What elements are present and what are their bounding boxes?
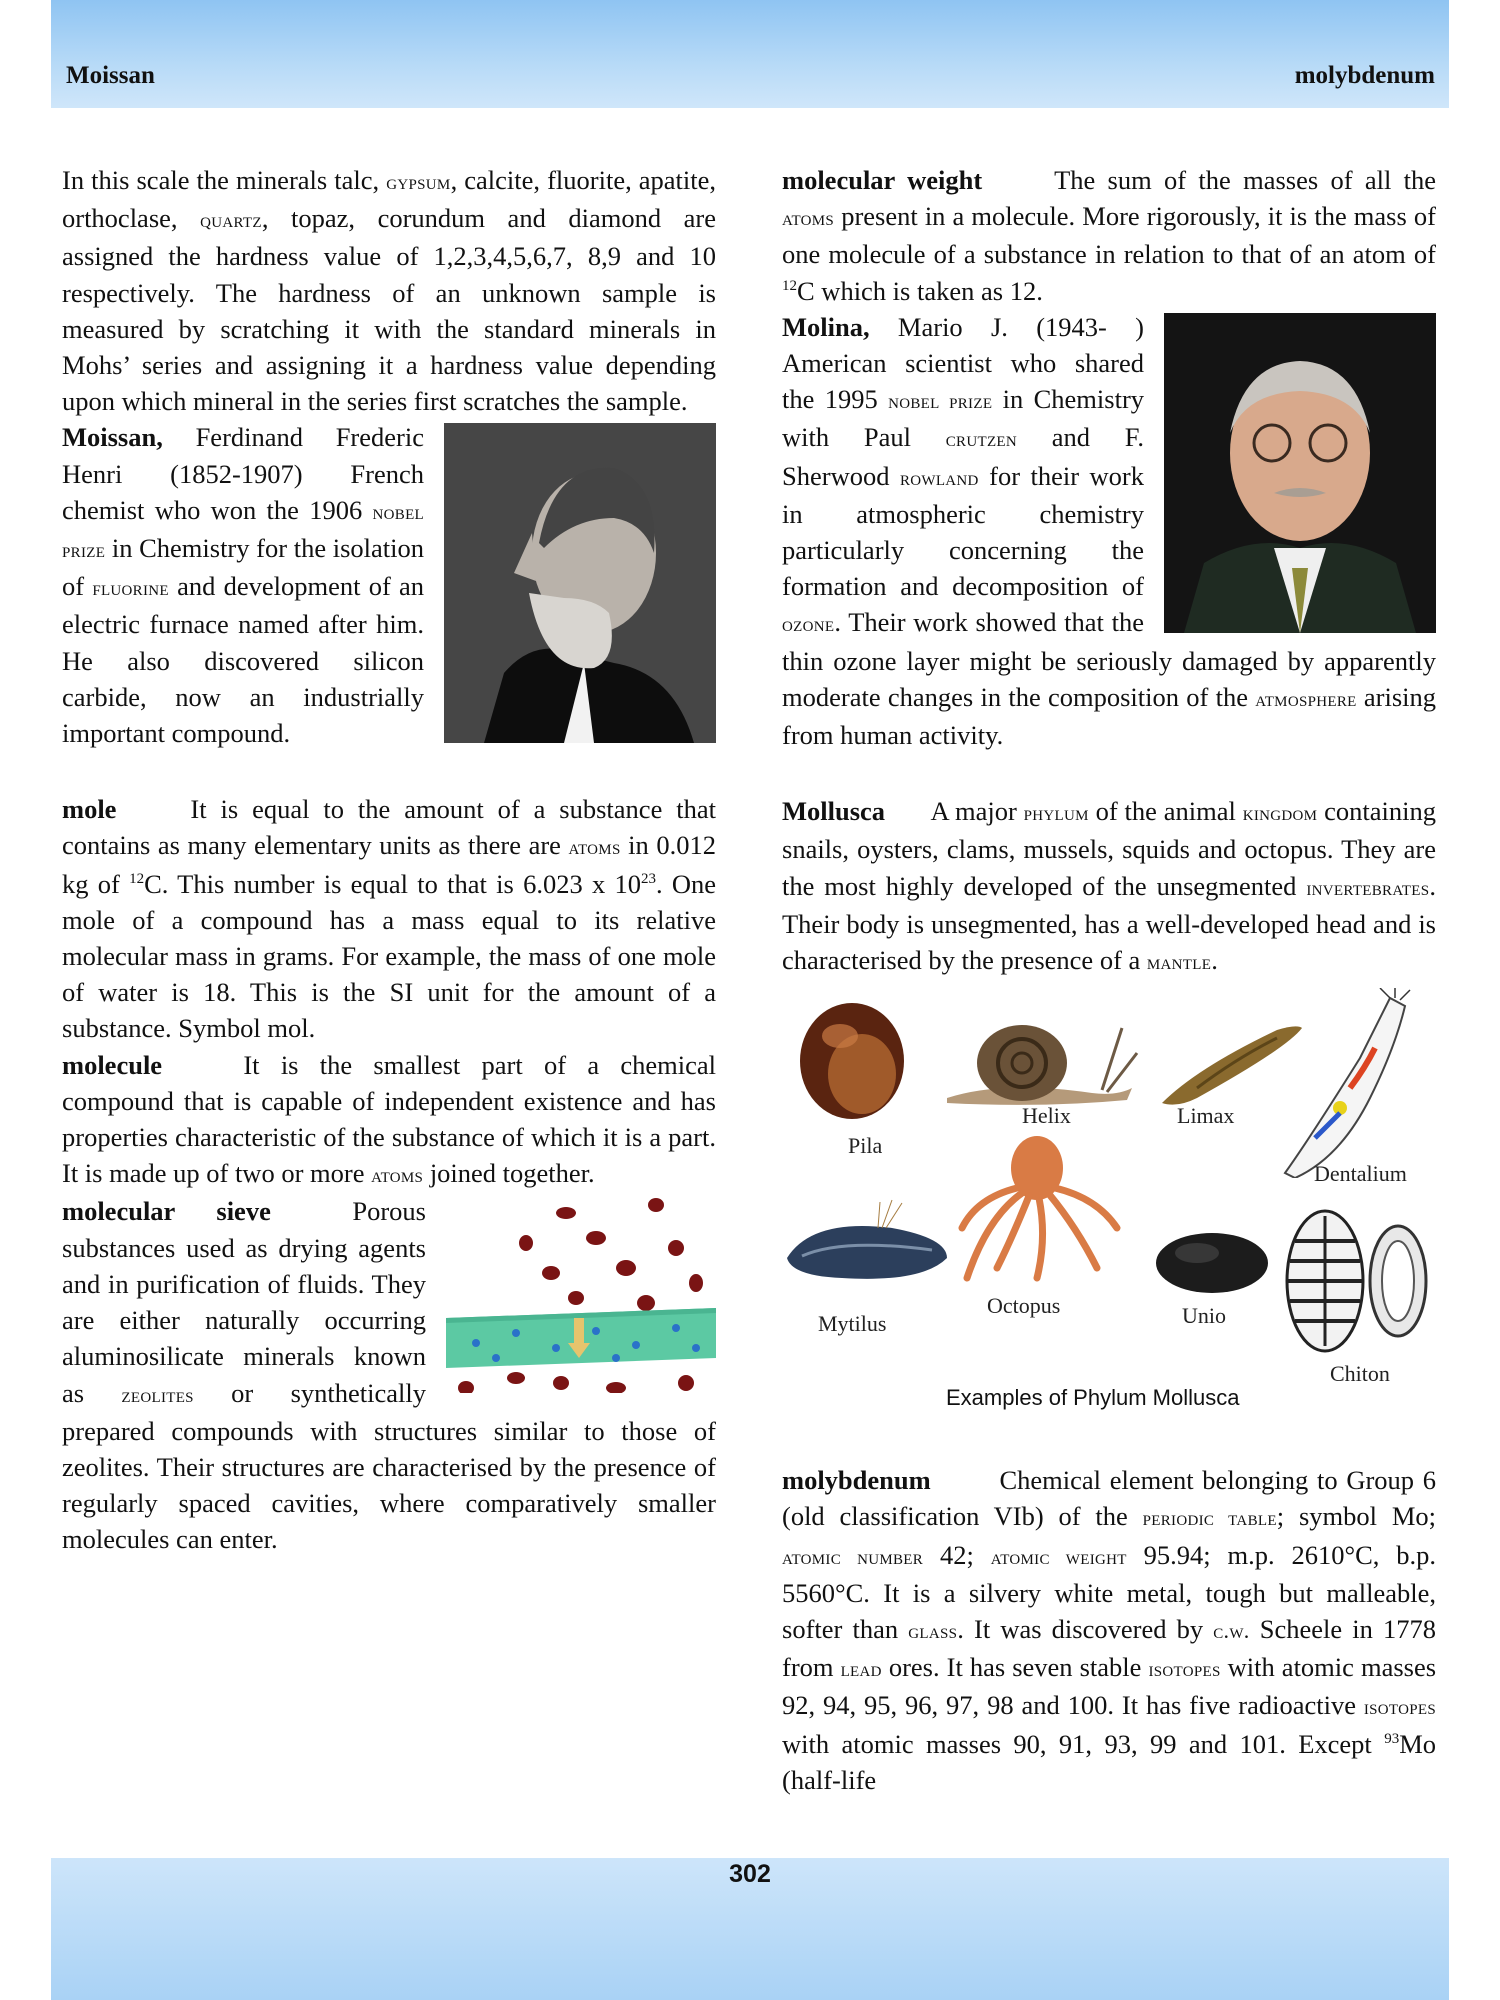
label-octopus: Octopus xyxy=(987,1293,1061,1319)
entry-molecule: molecule It is the smallest part of a chemical compound that is capable of independent existence and has properties characteristic of the substance of which it is a part. It is made up of two or more atoms joined together. xyxy=(62,1049,717,1189)
mollusca-figure xyxy=(782,988,1436,1428)
xref-glass[interactable]: glass xyxy=(908,1618,958,1644)
chiton-illustration xyxy=(1280,1206,1430,1356)
pila-illustration xyxy=(790,996,920,1126)
label-limax: Limax xyxy=(1177,1103,1235,1129)
label-unio: Unio xyxy=(1182,1303,1226,1329)
headword-moissan: Moissan, xyxy=(62,422,163,453)
entry-moissan: Moissan, Ferdinand Frederic Henri (1852-1907) French chemist who won the 1906 nobel prize in Chemistry for the isolation of fluorine and development of an electric furnace named after him. He also discovered silicon carbide, now an industrially important compound. xyxy=(62,419,716,751)
headword-mole: mole xyxy=(62,794,117,825)
entry-molecular-weight: molecular weight The sum of the masses of all the atoms present in a molecule. More rigorously, it is the mass of one molecule of a substance in relation to that of an atom of $^{12}$C which is taken as 12. xyxy=(782,165,1436,306)
xref-atomic-number[interactable]: atomic number xyxy=(782,1543,924,1569)
molecular-sieve-diagram xyxy=(446,1193,716,1393)
entry-molecular-sieve: molecular sieve Porous substances used as drying agents and in purification of fluids. They are either naturally occurring aluminosilicate minerals known as zeolites or synthetically prepared compounds with structures similar to those of zeolites. Their structures are characterised by the presence of regularly spaced cavities, where comparatively smaller molecules can enter. xyxy=(62,1193,716,1557)
figure-caption: Examples of Phylum Mollusca xyxy=(946,1385,1240,1411)
page-number: 302 xyxy=(729,1860,771,1888)
xref-nobel-prize[interactable]: nobel prize xyxy=(62,498,425,563)
xref-rowland[interactable]: rowland xyxy=(899,464,979,490)
entry-mollusca: Mollusca A major phylum of the animal kingdom containing snails, oysters, clams, mussels, squids and octopus. They are the most highly developed of the unsegmented invertebrates. Their body is unsegmented, has a well-developed head and is characterised by the presence of a mantle. Pila Helix Limax Dentalium Mytilus Octopus Unio Chiton Examples of Phylum Mollusca xyxy=(782,793,1436,1428)
xref-periodic-table[interactable]: periodic table xyxy=(1142,1505,1277,1531)
xref-cw-scheele[interactable]: c.w. xyxy=(1213,1618,1250,1644)
header-band xyxy=(51,0,1449,108)
page-margin xyxy=(0,0,51,2000)
right-column xyxy=(782,162,1436,1798)
xref-atmosphere[interactable]: atmosphere xyxy=(1255,685,1357,711)
xref-atoms[interactable]: atoms xyxy=(371,1162,424,1188)
entry-mohs-continuation: In this scale the minerals talc, gypsum, calcite, fluorite, apatite, orthoclase, quartz, topaz, corundum and diamond are assigned the hardness value of 1,2,3,4,5,6,7, 8,9 and 10 respectively. The hardness of an unknown sample is measured by scratching it with the standard minerals in Mohs’ series and assigning it a hardness value depending upon which mineral in the series first scratches the sample. xyxy=(62,165,717,417)
moissan-portrait-image xyxy=(444,423,716,743)
headword-molecule: molecule xyxy=(62,1049,163,1080)
entry-molina: Molina, Mario J. (1943- ) American scientist who shared the 1995 nobel prize in Chemistry with Paul crutzen and F. Sherwood rowland for their work in atmospheric chemistry particularly concerning the formation and decomposition of ozone. Their work showed that the thin ozone layer might be seriously damaged by apparently moderate changes in the composition of the atmosphere arising from human activity. xyxy=(782,311,1436,751)
label-pila: Pila xyxy=(848,1133,883,1159)
label-dentalium: Dentalium xyxy=(1314,1161,1407,1187)
xref-gypsum[interactable]: gypsum xyxy=(386,169,451,194)
label-helix: Helix xyxy=(1022,1103,1071,1129)
xref-invertebrates[interactable]: invertebrates xyxy=(1306,874,1430,900)
xref-ozone[interactable]: ozone xyxy=(782,611,835,637)
xref-atoms[interactable]: atoms xyxy=(568,834,621,860)
xref-lead[interactable]: lead xyxy=(840,1656,882,1682)
xref-mantle[interactable]: mantle xyxy=(1146,949,1212,975)
xref-quartz[interactable]: quartz xyxy=(200,207,262,233)
xref-isotopes[interactable]: isotopes xyxy=(1148,1656,1221,1682)
molina-portrait-image xyxy=(1164,313,1436,633)
xref-atomic-weight[interactable]: atomic weight xyxy=(990,1543,1127,1569)
dentalium-illustration xyxy=(1270,988,1420,1178)
octopus-illustration xyxy=(957,1128,1127,1288)
headword-molecular-sieve: molecular sieve xyxy=(62,1196,271,1227)
left-column xyxy=(62,162,716,1558)
entry-molybdenum: molybdenum Chemical element belonging to Group 6 (old classification VIb) of the periodic table; symbol Mo; atomic number 42; atomic weight 95.94; m.p. 2610°C, b.p. 5560°C. It is a silvery white metal, tough but malleable, softer than glass. It was discovered by c.w. Scheele in 1778 from lead ores. It has seven stable isotopes with atomic masses 92, 94, 95, 96, 97, 98 and 100. It has five radioactive isotopes with atomic masses 90, 91, 93, 99 and 101. Except $^{93}$Mo (half-life xyxy=(782,1465,1437,1795)
mytilus-illustration xyxy=(782,1198,952,1298)
xref-nobel-prize[interactable]: nobel prize xyxy=(888,388,993,414)
xref-kingdom[interactable]: kingdom xyxy=(1242,800,1318,826)
helix-illustration xyxy=(942,1008,1142,1108)
xref-isotopes[interactable]: isotopes xyxy=(1363,1694,1436,1720)
headword-molybdenum: molybdenum xyxy=(782,1465,931,1496)
headword-mollusca: Mollusca xyxy=(782,796,886,827)
xref-atoms[interactable]: atoms xyxy=(782,205,835,231)
unio-illustration xyxy=(1152,1228,1272,1298)
headword-molecular-weight: molecular weight xyxy=(782,165,983,195)
label-chiton: Chiton xyxy=(1330,1361,1390,1387)
xref-phylum[interactable]: phylum xyxy=(1023,800,1089,826)
headword-molina: Molina, xyxy=(782,311,870,342)
xref-fluorine[interactable]: fluorine xyxy=(92,575,169,601)
running-head-right: molybdenum xyxy=(1294,62,1435,89)
entry-mole: mole It is equal to the amount of a substance that contains as many elementary units as there are atoms in 0.012 kg of $^{12}$C. This number is equal to that is 6.023 x $10^{23}$. One mole of a compound has a mass equal to its relative molecular mass in grams. For example, the mass of one mole of water is 18. This is the SI unit for the amount of a substance. Symbol mol. xyxy=(62,794,716,1044)
xref-zeolites[interactable]: zeolites xyxy=(121,1381,194,1407)
xref-crutzen[interactable]: crutzen xyxy=(945,426,1017,452)
running-head-left: Moissan xyxy=(66,62,155,89)
label-mytilus: Mytilus xyxy=(818,1311,887,1337)
